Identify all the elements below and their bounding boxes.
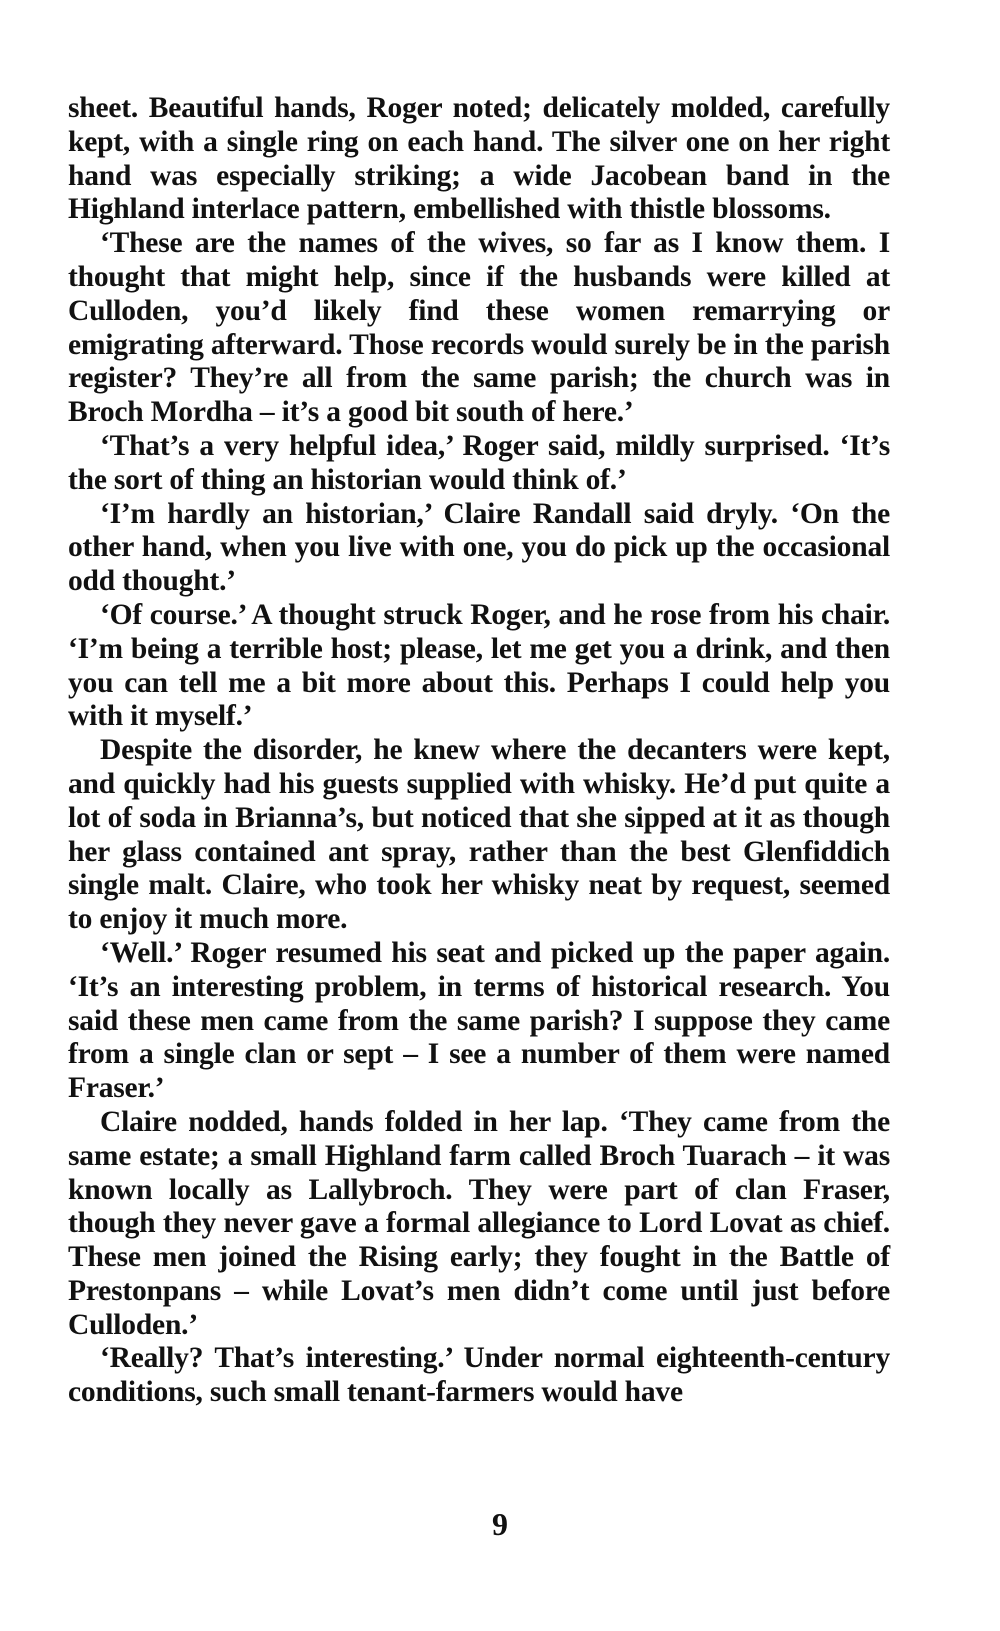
- paragraph-2: ‘These are the names of the wives, so far as I know them. I thought that might help, since if the husbands were killed at Culloden, you’d likely find these women remarrying or emigrating afterward. Those records would surely be in the parish register? They’re all from the same parish; the church was in Broch Mordha – it’s a good bit south of here.’: [68, 227, 890, 429]
- paragraph-7: ‘Well.’ Roger resumed his seat and picked up the paper again. ‘It’s an interesting problem, in terms of historical research. You said these men came from the same parish? I suppose they came from a single clan or sept – I see a number of them were named Fraser.’: [68, 936, 890, 1105]
- page-number: 9: [492, 1506, 508, 1542]
- paragraph-4: ‘I’m hardly an historian,’ Claire Randall said dryly. ‘On the other hand, when you live with one, you do pick up the occasional odd thought.’: [68, 497, 890, 598]
- paragraph-1: sheet. Beautiful hands, Roger noted; delicately molded, carefully kept, with a single ring on each hand. The silver one on her right hand was especially striking; a wide Jacobean band in the Highland interlace pattern, embellished with thistle blossoms.: [68, 92, 890, 226]
- paragraph-6: Despite the disorder, he knew where the decanters were kept, and quickly had his guests supplied with whisky. He’d put quite a lot of soda in Brianna’s, but noticed that she sipped at it as though her glass contained ant spray, rather than the best Glenfiddich single malt. Claire, who took her whisky neat by request, seemed to enjoy it much more.: [68, 734, 890, 936]
- paragraph-5: ‘Of course.’ A thought struck Roger, and he rose from his chair. ‘I’m being a terrible host; please, let me get you a drink, and then you can tell me a bit more about this. Perhaps I could help you with it myself.’: [68, 598, 890, 733]
- paragraph-8: Claire nodded, hands folded in her lap. ‘They came from the same estate; a small Highland farm called Broch Tuarach – it was known locally as Lallybroch. They were part of clan Fraser, though they never gave a formal allegiance to Lord Lovat as chief. These men joined the Rising early; they fought in the Battle of Prestonpans – while Lovat’s men didn’t come until just before Culloden.’: [68, 1105, 890, 1341]
- body-text: [68, 92, 890, 1410]
- paragraph-3: ‘That’s a very helpful idea,’ Roger said, mildly surprised. ‘It’s the sort of thing an historian would think of.’: [68, 429, 890, 496]
- paragraph-9: ‘Really? That’s interesting.’ Under normal eighteenth-century conditions, such small tenant-farmers would have: [68, 1342, 890, 1409]
